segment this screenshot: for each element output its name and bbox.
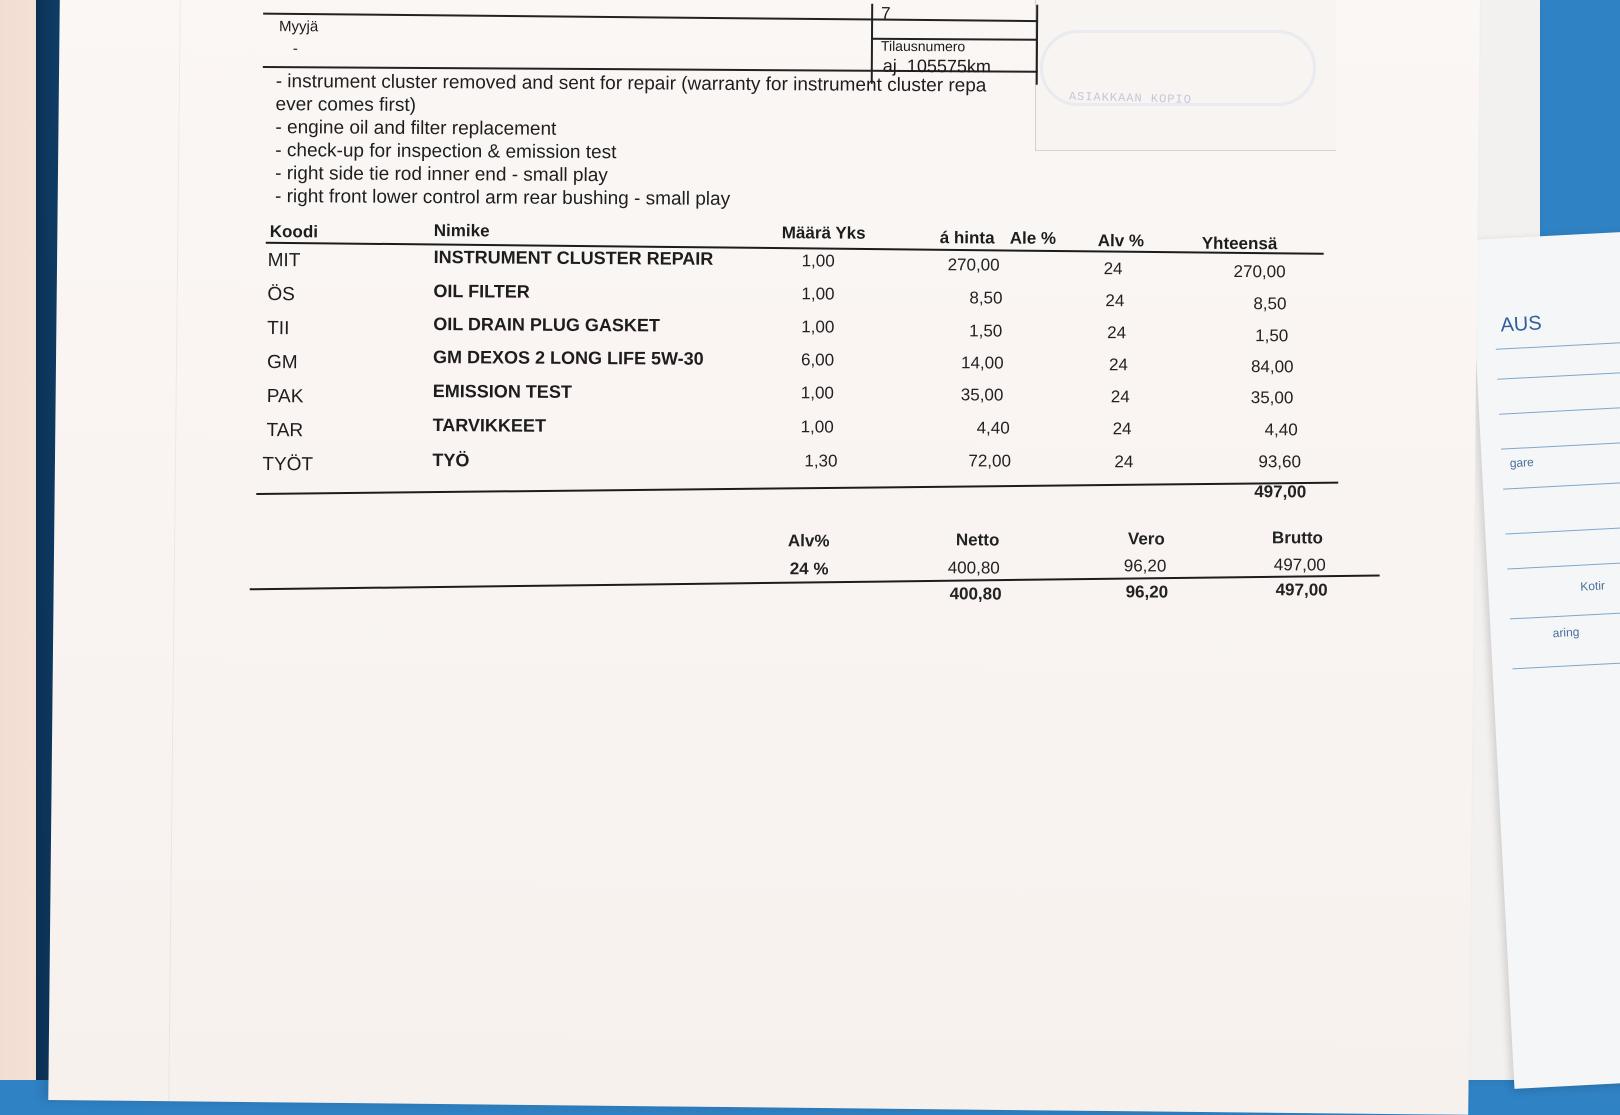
col-qty: Määrä Yks	[781, 223, 866, 243]
note-line: - instrument cluster removed and sent for repair (warranty for instrument cluster repa	[275, 71, 987, 97]
gare-label: gare	[1509, 454, 1535, 471]
summary-vat-header: Alv%	[787, 531, 830, 551]
koti-label: Kotir	[1579, 578, 1606, 594]
note-line: ever comes first)	[275, 94, 417, 116]
row-total: 84,00	[1250, 357, 1294, 377]
header-top-value: 7	[881, 3, 891, 23]
row-price: 270,00	[947, 255, 1000, 275]
col-price: á hinta	[939, 228, 995, 248]
order-label: Tilausnumero	[880, 37, 966, 55]
note-line: - right side tie rod inner end - small play	[275, 163, 608, 187]
row-qty: 1,00	[800, 417, 834, 437]
note-line: - right front lower control arm rear bushing - small play	[274, 186, 731, 210]
row-name: TYÖ	[432, 450, 470, 471]
row-price: 4,40	[976, 418, 1010, 438]
col-total: Yhteensä	[1201, 233, 1278, 254]
row-name: OIL DRAIN PLUG GASKET	[433, 314, 660, 336]
row-total: 1,50	[1255, 326, 1289, 346]
summary-net-value: 400,80	[947, 558, 1000, 578]
row-vat: 24	[1105, 291, 1125, 311]
row-name: INSTRUMENT CLUSTER REPAIR	[433, 247, 714, 269]
row-qty: 1,00	[801, 251, 835, 271]
row-price: 72,00	[968, 451, 1012, 471]
row-vat: 24	[1103, 259, 1123, 279]
header-divider	[1036, 5, 1038, 85]
row-code: PAK	[266, 386, 304, 408]
summary-vat-value: 24 %	[789, 559, 829, 579]
row-code: TAR	[266, 420, 304, 442]
row-name: EMISSION TEST	[432, 381, 572, 402]
summary-gross-header: Brutto	[1271, 528, 1323, 548]
summary-gross-value: 497,00	[1273, 555, 1326, 575]
header-rule	[263, 13, 1038, 22]
row-total: 4,40	[1264, 420, 1298, 440]
row-name: TARVIKKEET	[432, 415, 547, 436]
header-divider	[871, 4, 873, 84]
row-code: GM	[266, 352, 298, 374]
work-notes	[275, 70, 1056, 213]
col-name: Nimike	[433, 221, 490, 241]
summary-tax-total: 96,20	[1125, 582, 1169, 602]
row-name: GM DEXOS 2 LONG LIFE 5W-30	[432, 347, 704, 369]
stamp-caption: ASIAKKAAN KOPIO	[1068, 89, 1193, 107]
row-price: 35,00	[960, 385, 1004, 405]
note-line: - engine oil and filter replacement	[275, 117, 557, 140]
col-vat: Alv %	[1097, 231, 1145, 251]
row-qty: 1,00	[801, 317, 835, 337]
seller-label: Myyjä	[279, 18, 319, 36]
summary-tax-header: Vero	[1127, 529, 1165, 549]
row-qty: 1,30	[804, 451, 838, 471]
row-price: 1,50	[969, 321, 1003, 341]
row-vat: 24	[1107, 323, 1127, 343]
row-code: TYÖT	[262, 454, 314, 476]
summary-tax-value: 96,20	[1123, 556, 1167, 576]
row-price: 14,00	[960, 353, 1004, 373]
row-total: 93,60	[1258, 452, 1302, 472]
col-code: Koodi	[269, 222, 319, 242]
row-total: 270,00	[1233, 261, 1286, 282]
note-line: - check-up for inspection & emission test	[275, 140, 617, 164]
table-bottom-rule	[256, 482, 1338, 495]
row-code: TII	[267, 318, 290, 340]
row-name: OIL FILTER	[433, 281, 530, 302]
row-vat: 24	[1108, 355, 1128, 375]
row-qty: 1,00	[800, 383, 834, 403]
summary-net-total: 400,80	[949, 584, 1002, 604]
row-vat: 24	[1112, 419, 1132, 439]
seller-value: -	[292, 40, 298, 58]
aring-label: aring	[1552, 624, 1580, 641]
summary-net-header: Netto	[955, 530, 1000, 550]
row-vat: 24	[1114, 452, 1134, 472]
order-value: aj. 105575km	[882, 55, 991, 77]
aus-label: AUS	[1499, 312, 1543, 337]
grand-total: 497,00	[1254, 482, 1307, 502]
row-code: ÖS	[267, 284, 295, 306]
summary-gross-total: 497,00	[1275, 580, 1328, 600]
col-discount: Ale %	[1009, 228, 1057, 248]
row-total: 35,00	[1250, 388, 1294, 408]
row-total: 8,50	[1253, 294, 1287, 314]
row-qty: 6,00	[800, 350, 835, 370]
row-qty: 1,00	[801, 284, 835, 304]
row-price: 8,50	[969, 288, 1003, 308]
row-code: MIT	[267, 250, 301, 272]
table-header-rule	[266, 242, 1324, 255]
row-vat: 24	[1110, 387, 1130, 407]
